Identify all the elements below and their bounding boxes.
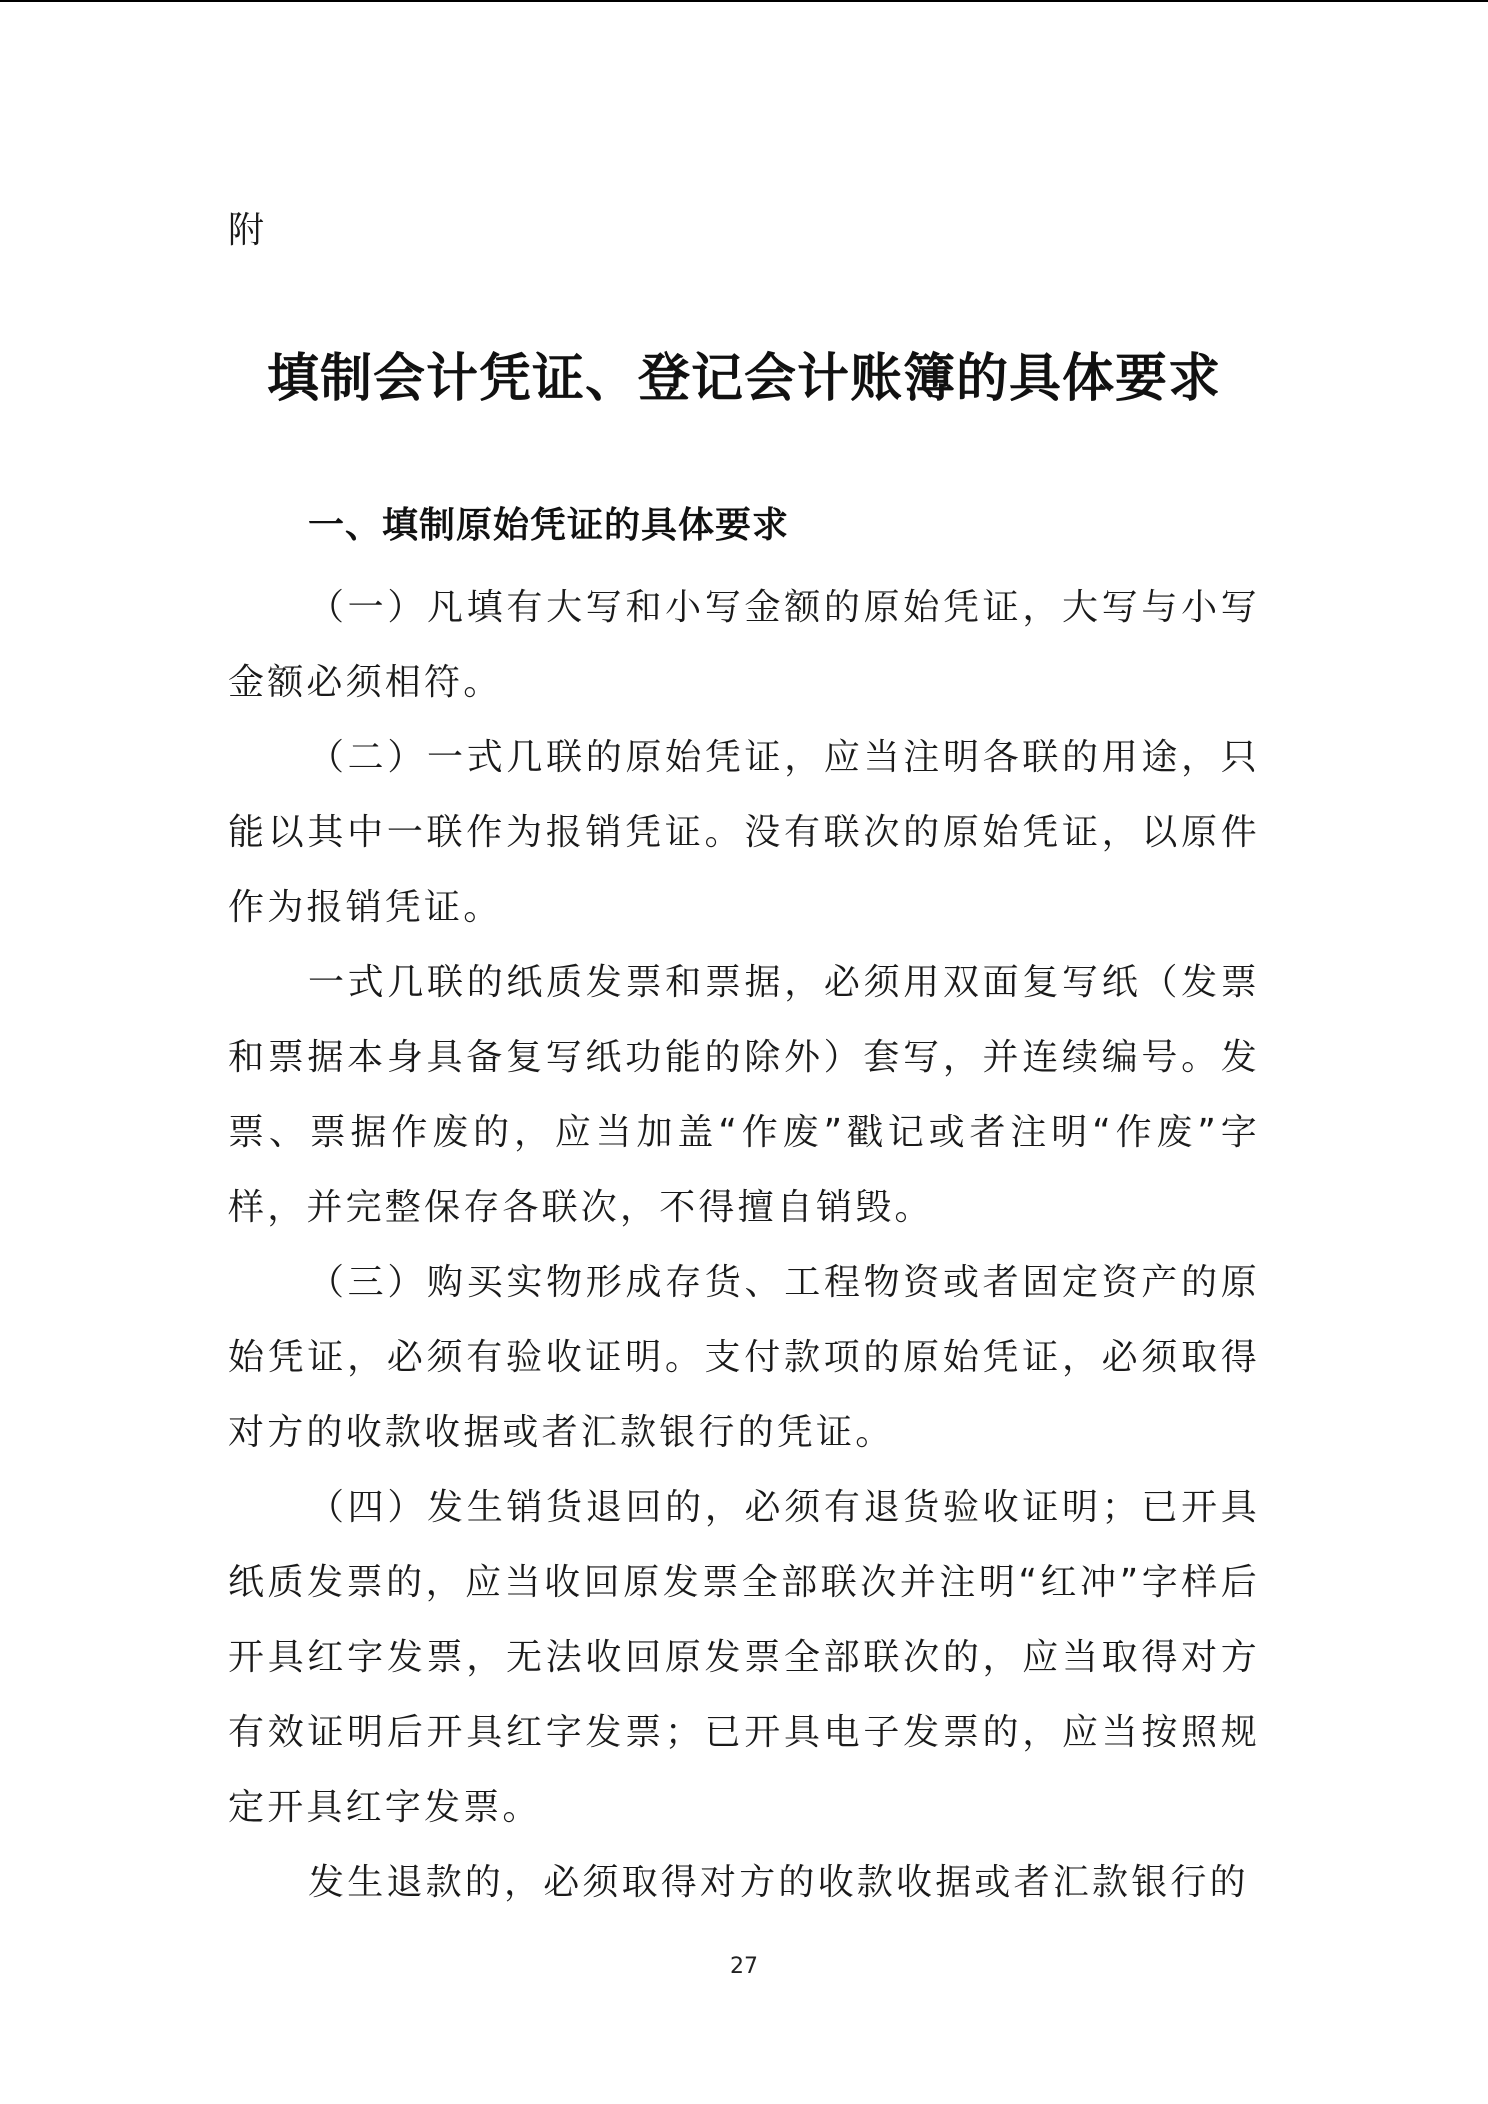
section-heading: 一、填制原始凭证的具体要求 xyxy=(308,505,790,546)
document-body xyxy=(228,496,1260,1920)
paragraph-5: （四）发生销货退回的，必须有退货验收证明；已开具纸质发票的，应当收回原发票全部联次并注明“红冲”字样后开具红字发票，无法收回原发票全部联次的，应当取得对方有效证明后开具红字发票；已开具电子发票的，应当按照规定开具红字发票。 xyxy=(228,1487,1260,1828)
document-title: 填制会计凭证、登记会计账簿的具体要求 xyxy=(266,348,1221,409)
appendix-label: 附 xyxy=(228,210,268,251)
paragraph-4: （三）购买实物形成存货、工程物资或者固定资产的原始凭证，必须有验收证明。支付款项的原始凭证，必须取得对方的收款收据或者汇款银行的凭证。 xyxy=(228,1262,1260,1453)
paragraph-2: （二）一式几联的原始凭证，应当注明各联的用途，只能以其中一联作为报销凭证。没有联次的原始凭证，以原件作为报销凭证。 xyxy=(228,737,1260,928)
paragraph-3: 一式几联的纸质发票和票据，必须用双面复写纸（发票和票据本身具备复写纸功能的除外）套写，并连续编号。发票、票据作废的，应当加盖“作废”戳记或者注明“作废”字样，并完整保存各联次，不得擅自销毁。 xyxy=(228,962,1260,1228)
page-number: 27 xyxy=(730,1954,758,1979)
paragraph-1: （一）凡填有大写和小写金额的原始凭证，大写与小写金额必须相符。 xyxy=(228,587,1260,703)
paragraph-6: 发生退款的，必须取得对方的收款收据或者汇款银行的 xyxy=(308,1862,1249,1903)
